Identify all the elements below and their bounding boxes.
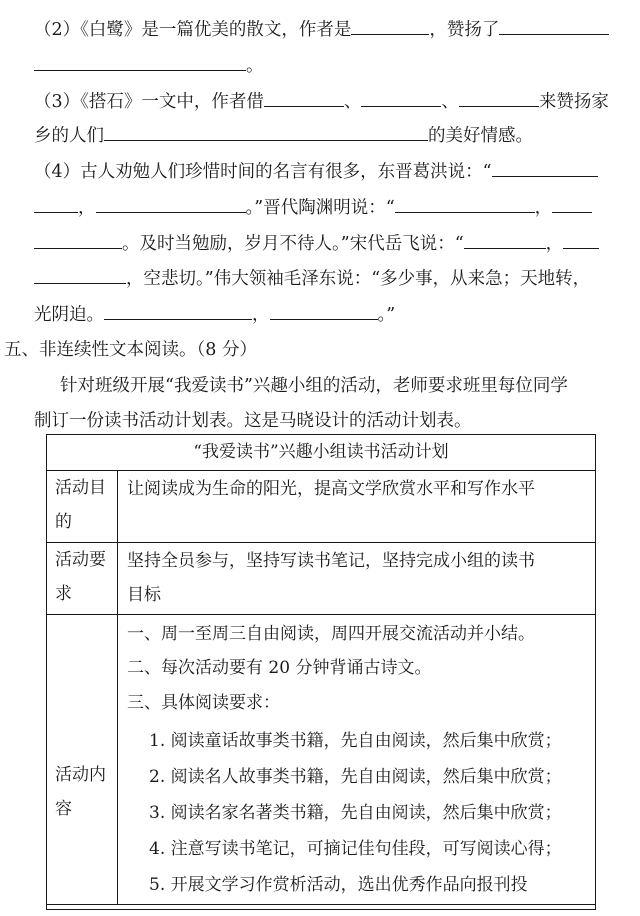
table-rule	[47, 614, 595, 615]
content-item-2: 二、每次活动要有 20 分钟背诵古诗文。	[127, 658, 432, 678]
content-subitem-2: 2. 阅读名人故事类书籍，先自由阅读，然后集中欣赏；	[149, 767, 562, 787]
q2-text-3: 。	[246, 56, 264, 76]
q4-sep-1: ，	[78, 198, 96, 218]
answer-blank[interactable]	[264, 89, 344, 107]
answer-blank[interactable]	[96, 195, 246, 213]
q3-line2	[34, 123, 533, 147]
q4-sep-4: ，	[252, 305, 270, 325]
answer-blank[interactable]	[34, 266, 126, 284]
q4-text-3: 。及时当勉励，岁月不待人。”宋代岳飞说：“	[122, 234, 464, 254]
table-rule	[47, 904, 595, 905]
q2-text-1: （2）《白鹭》是一篇优美的散文，作者是	[34, 20, 352, 40]
q4-line5	[34, 302, 395, 326]
content-subitem-1: 1. 阅读童话故事类书籍，先自由阅读，然后集中欣赏；	[149, 731, 562, 751]
q4-sep-3: ，	[545, 234, 564, 254]
q3-sep-2: 、	[441, 92, 459, 112]
answer-blank[interactable]	[361, 89, 441, 107]
q3-line1	[34, 89, 609, 113]
answer-blank[interactable]	[351, 17, 429, 35]
answer-blank[interactable]	[459, 89, 539, 107]
table-rule	[47, 470, 595, 471]
answer-blank[interactable]	[270, 302, 378, 320]
table-title: “我爱读书”兴趣小组读书活动计划	[193, 442, 449, 462]
content-item-3: 三、具体阅读要求：	[127, 693, 280, 713]
q4-text-2: 。”晋代陶渊明说：“	[245, 198, 395, 218]
q4-text-4: ，空悲切。”伟大领袖毛泽东说：“多少事，从来急；天地转，	[126, 269, 591, 289]
q3-text-1: （3）《搭石》一文中，作者借	[34, 92, 264, 112]
answer-blank[interactable]	[34, 195, 78, 213]
q4-line3	[34, 231, 599, 255]
plan-table	[46, 434, 596, 910]
q4-text-5: 光阴迫。	[34, 305, 104, 325]
table-column-divider	[117, 470, 118, 905]
table-rule	[47, 542, 595, 543]
q3-text-4: 的美好情感。	[428, 126, 533, 146]
content-item-1: 一、周一至周三自由阅读，周四开展交流活动并小结。	[127, 624, 535, 644]
q4-line4	[34, 266, 590, 290]
row-content-requirements: 坚持全员参与，坚持写读书笔记，坚持完成小组的读书 目标	[127, 551, 535, 605]
q2-line1	[34, 17, 609, 41]
row-label-content: 活动内 容	[55, 765, 106, 819]
answer-blank[interactable]	[499, 17, 609, 35]
answer-blank[interactable]	[552, 195, 592, 213]
row-label-requirements: 活动要 求	[55, 550, 106, 604]
answer-blank[interactable]	[34, 231, 122, 249]
row-label-purpose: 活动目 的	[55, 478, 106, 532]
q2-text-2: ，赞扬了	[429, 20, 500, 40]
answer-blank[interactable]	[104, 123, 428, 141]
q2-line2	[34, 53, 264, 77]
content-subitem-5: 5. 开展文学习作赏析活动，选出优秀作品向报刊投	[149, 875, 528, 895]
answer-blank[interactable]	[104, 302, 252, 320]
answer-blank[interactable]	[492, 159, 598, 177]
row-content-purpose: 让阅读成为生命的阳光，提高文学欣赏水平和写作水平	[127, 479, 535, 499]
answer-blank[interactable]	[563, 231, 599, 249]
q3-sep-1: 、	[343, 92, 362, 112]
q4-text-1: （4）古人劝勉人们珍惜时间的名言有很多，东晋葛洪说：“	[34, 162, 492, 182]
q4-line1	[34, 159, 598, 183]
q4-text-6: 。”	[377, 305, 396, 325]
content-subitem-4: 4. 注意写读书笔记，可摘记佳句佳段，可写阅读心得；	[149, 839, 562, 859]
answer-blank[interactable]	[464, 231, 546, 249]
answer-blank[interactable]	[395, 195, 535, 213]
section-intro-1: 针对班级开展“我爱读书”兴趣小组的活动，老师要求班里每位同学	[60, 376, 568, 396]
q4-line2	[34, 195, 592, 219]
section-heading: 五、非连续性文本阅读。（8 分）	[4, 340, 257, 360]
q3-text-3: 乡的人们	[34, 126, 104, 146]
answer-blank[interactable]	[34, 53, 246, 71]
q3-text-2: 来赞扬家	[538, 92, 609, 112]
q4-sep-2: ，	[534, 198, 553, 218]
section-intro-2: 制订一份读书活动计划表。这是马晓设计的活动计划表。	[34, 411, 472, 431]
content-subitem-3: 3. 阅读名家名著类书籍，先自由阅读，然后集中欣赏；	[149, 803, 562, 823]
